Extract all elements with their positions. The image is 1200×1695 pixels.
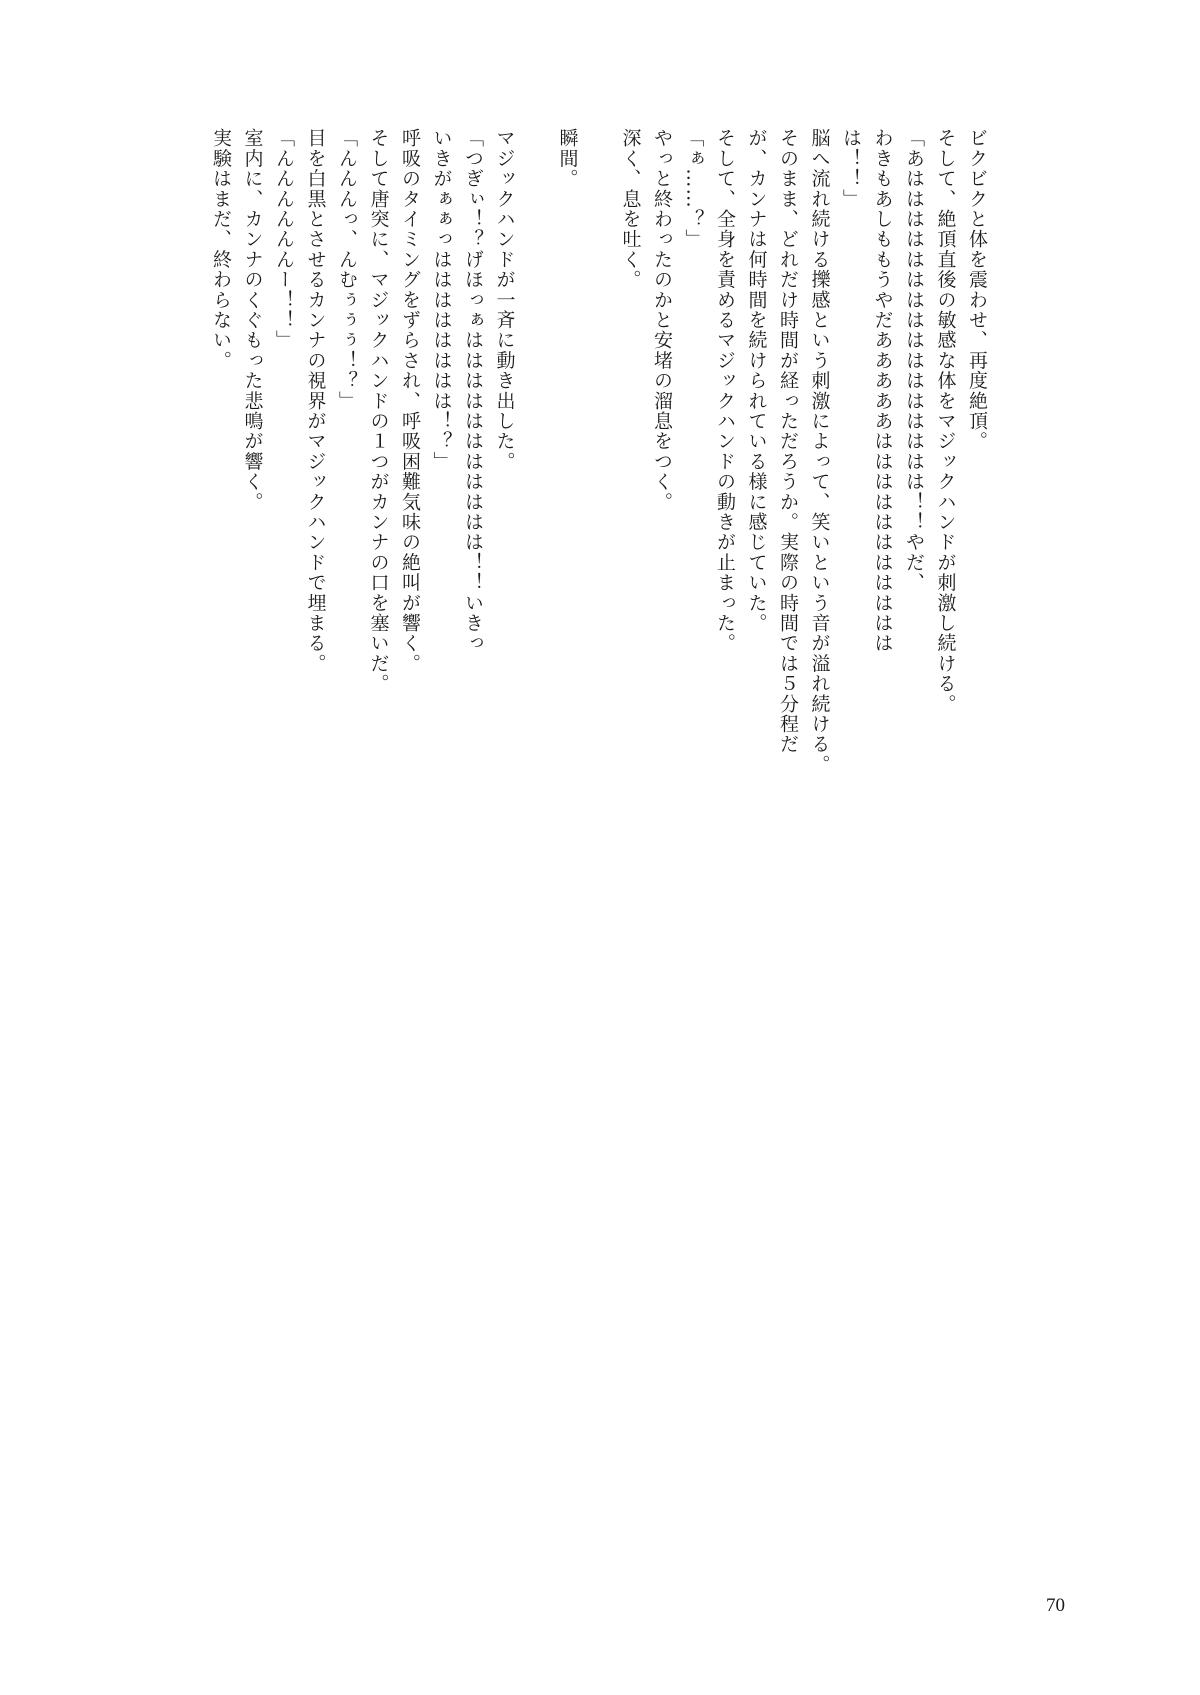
text-line: 実験はまだ、終わらない。 <box>210 128 232 371</box>
text-line: そのまま、どれだけ時間が経っただろうか。実際の時間では５分程だ <box>777 128 799 755</box>
text-line: そして、絶頂直後の敏感な体をマジックハンドが刺激し続ける。 <box>934 128 957 714</box>
text-line: マジックハンドが一斉に動き出した。 <box>493 128 516 472</box>
text-line: そして唐突に、マジックハンドの１つがカンナの口を塞いだ。 <box>367 128 390 694</box>
text-line: 「あはははははははははははははははは！！やだ、 <box>903 128 925 593</box>
text-line: が、カンナは何時間を続けられている様に感じていた。 <box>745 128 768 633</box>
text-line: 「つぎぃ！？げほっぁははははははははははは！！いきっ <box>462 128 484 654</box>
text-line: 「ぁ……？」 <box>682 128 705 250</box>
text-line: 瞬間。 <box>556 128 579 189</box>
text-line: は！！」 <box>840 128 862 209</box>
text-line: 呼吸のタイミングをずらされ、呼吸困難気味の絶叫が響く。 <box>399 128 421 674</box>
vertical-text-body <box>205 128 993 858</box>
text-line: やっと終わったのかと安堵の溜息をつく。 <box>651 128 673 512</box>
blank-line <box>520 128 552 858</box>
text-line: わきもあしももうやだあああああははははははははははは <box>871 128 894 654</box>
text-line: ビクビクと体を震わせ、再度絶頂。 <box>966 128 988 452</box>
text-line: そして、全身を責めるマジックハンドの動きが止まった。 <box>714 128 736 654</box>
text-line: 深く、息を吐く。 <box>619 128 642 290</box>
text-line: 室内に、カンナのくぐもった悲鳴が響く。 <box>241 128 264 512</box>
blank-line <box>583 128 615 858</box>
text-line: 脳へ流れ続ける擽感という刺激によって、笑いという音が溢れ続ける。 <box>808 128 831 775</box>
text-line: 「んんんっ、んむぅぅぅ！？」 <box>336 128 358 411</box>
page-number: 70 <box>1046 1595 1065 1616</box>
text-line: 目を白黒とさせるカンナの視界がマジックハンドで埋まる。 <box>304 128 327 674</box>
text-line: いきがぁぁっはははははははは！？」 <box>430 128 453 472</box>
text-line: 「んんんんんんー！！」 <box>273 128 295 351</box>
